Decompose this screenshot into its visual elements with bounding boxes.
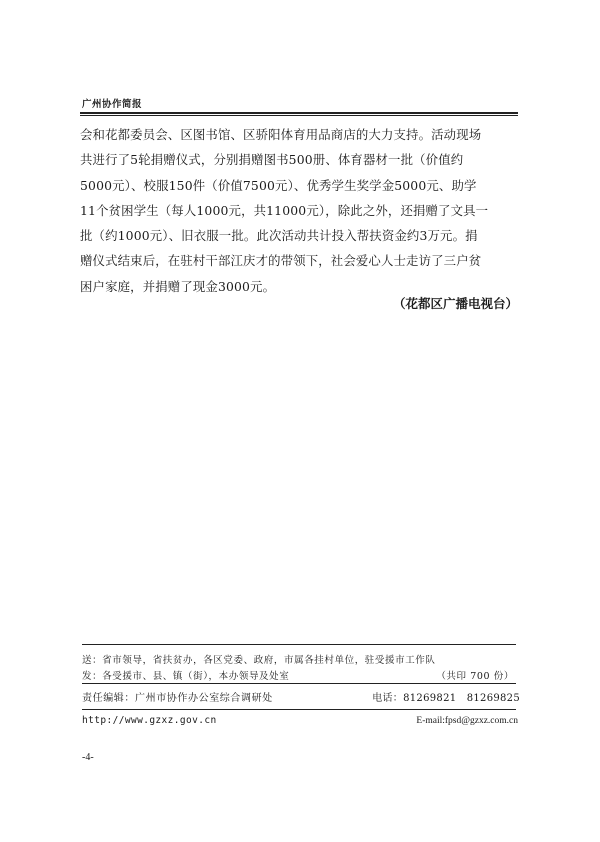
header-divider-thin [80,115,518,116]
article-source: （花都区广播电视台） [392,296,518,311]
responsible-editor: 责任编辑：广州市协作办公室综合调研处 [82,693,273,704]
article-line-6: 赠仪式结束后，在驻村干部江庆才的带领下，社会爱心人士走访了三户贫 [80,253,482,269]
article-line-5: 批（约1000元）、旧衣服一批。此次活动共计投入帮扶资金约3万元。捐 [80,228,478,244]
article-body [80,122,522,299]
distribution-cc: 发：各受援市、县、镇（街），本办领导及处室 [82,671,290,682]
contact-phone: 电话：81269821 81269825 [372,693,520,704]
distribution-send: 送：省市领导，省扶贫办，各区党委、政府，市属各挂村单位，驻受援市工作队 [82,655,436,666]
footer-divider-middle [82,683,516,684]
article-line-4: 11个贫困学生（每人1000元，共11000元），除此之外，还捐赠了文具一 [80,202,489,218]
bulletin-title: 广州协作简报 [82,99,143,110]
website-url: http://www.gzxz.gov.cn [82,715,217,726]
article-line-7: 困户家庭，并捐赠了现金3000元。 [80,278,276,294]
footer-divider-top [82,644,516,645]
article-line-2: 共进行了5轮捐赠仪式，分别捐赠图书500册、体育器材一批（价值约 [80,152,464,168]
header-divider-thick [80,112,518,114]
article-line-3: 5000元）、校服150件（价值7500元）、优秀学生奖学金5000元、助学 [80,177,477,193]
contact-email: E-mail:fpsd@gzxz.com.cn [416,716,518,726]
page-number: -4- [82,752,94,763]
footer-divider-bottom [82,709,516,710]
article-line-1: 会和花都委员会、区图书馆、区骄阳体育用品商店的大力支持。活动现场 [80,127,482,142]
print-copies: （共印 700 份） [436,671,514,682]
